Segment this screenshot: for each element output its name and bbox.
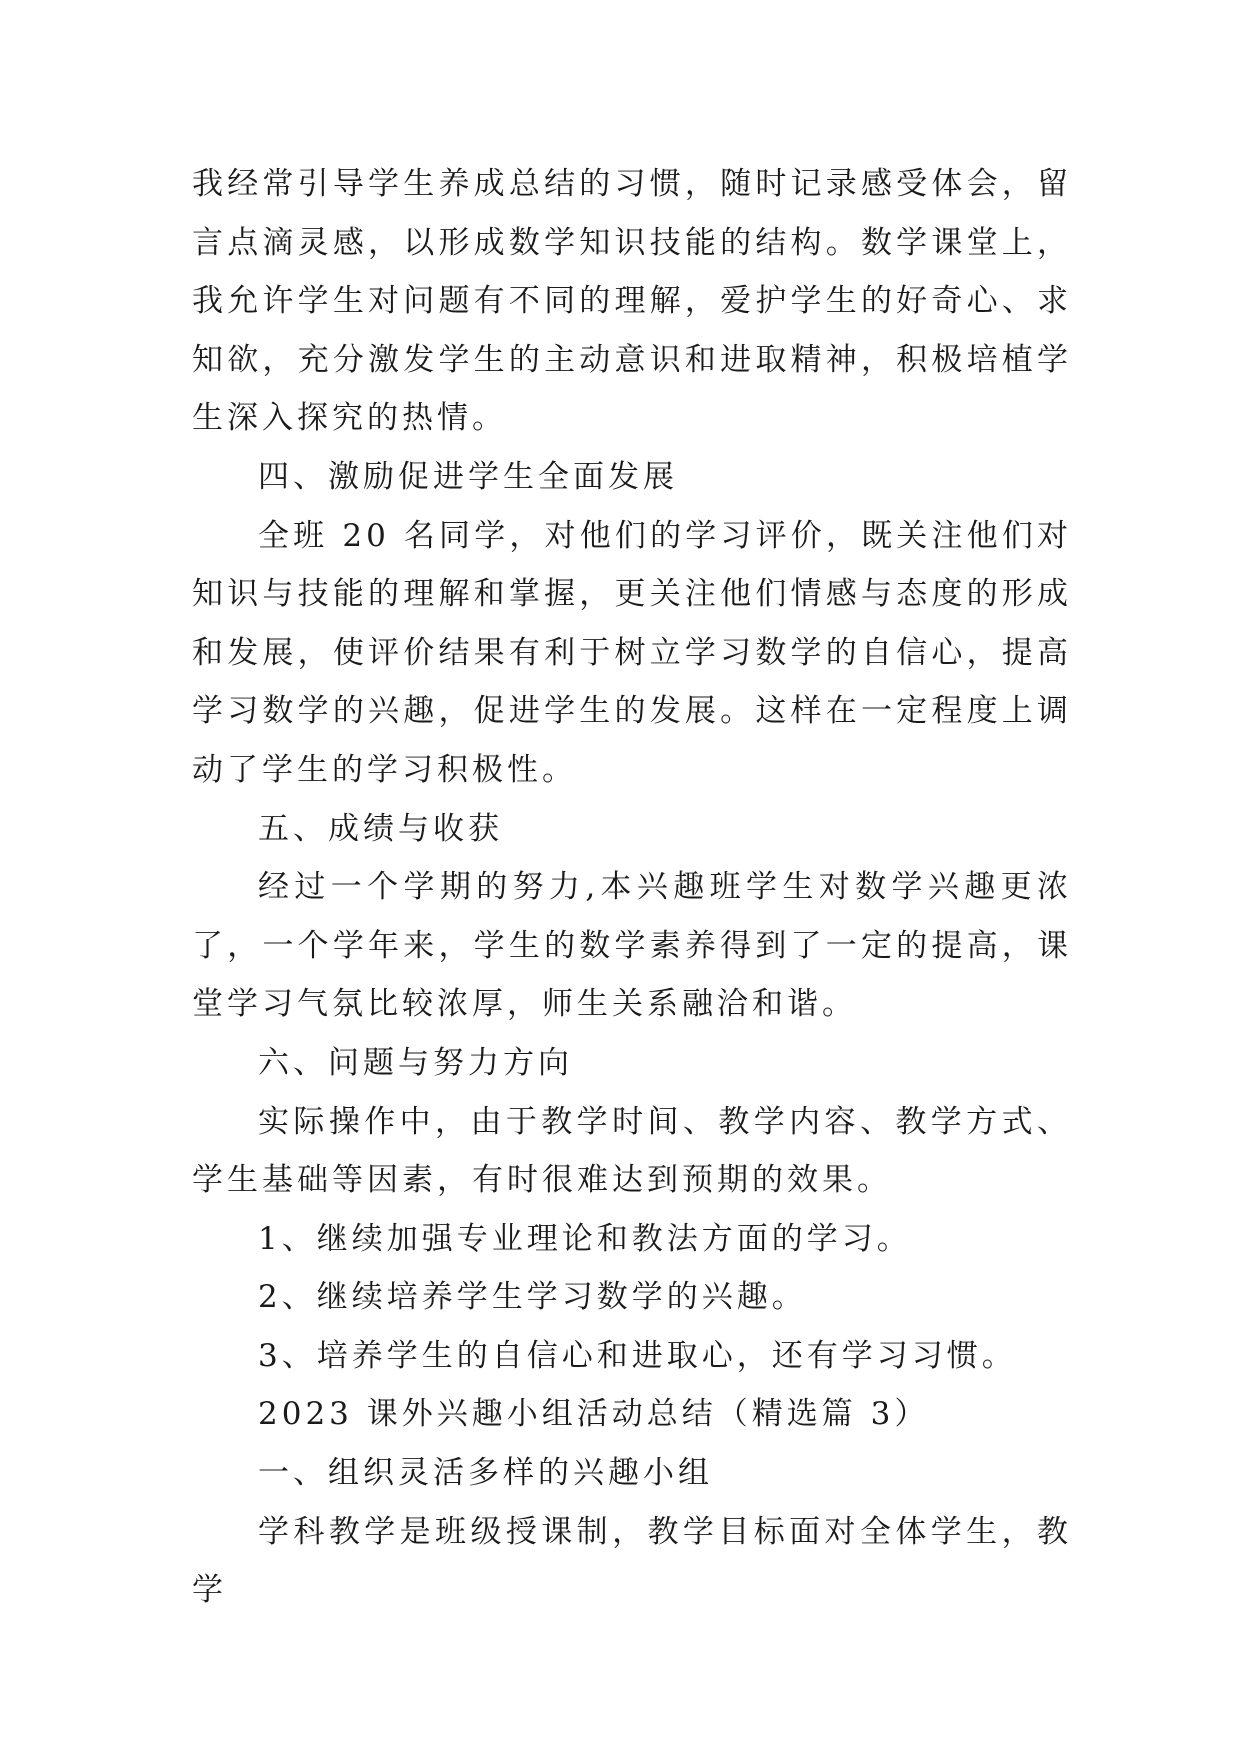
paragraph: 全班 20 名同学，对他们的学习评价，既关注他们对知识与技能的理解和掌握，更关注他们情感与态度的形成和发展，使评价结果有利于树立学习数学的自信心，提高学习数学的兴趣，促进学生的发展。这样在一定程度上调动了学生的学习积极性。 (192, 517, 1072, 788)
article-title: 2023 课外兴趣小组活动总结（精选篇 3） (258, 1396, 930, 1433)
section-heading-6: 六、问题与努力方向 (258, 1044, 573, 1081)
document-body (192, 155, 1072, 1620)
list-item: 2、继续培养学生学习数学的兴趣。 (258, 1279, 807, 1316)
paragraph: 实际操作中，由于教学时间、教学内容、教学方式、学生基础等因素，有时很难达到预期的效果。 (192, 1103, 1072, 1199)
section-heading-5: 五、成绩与收获 (258, 810, 503, 847)
paragraph: 学科教学是班级授课制，教学目标面对全体学生，教学 (192, 1513, 1072, 1609)
paragraph: 经过一个学期的努力,本兴趣班学生对数学兴趣更浓了，一个学年来，学生的数学素养得到了一定的提高，课堂学习气氛比较浓厚，师生关系融洽和谐。 (192, 869, 1072, 1023)
list-item: 3、培养学生的自信心和进取心，还有学习习惯。 (258, 1337, 1017, 1374)
section-heading-4: 四、激励促进学生全面发展 (258, 458, 678, 495)
section-heading-1: 一、组织灵活多样的兴趣小组 (258, 1455, 713, 1492)
list-item: 1、继续加强专业理论和教法方面的学习。 (258, 1220, 912, 1257)
paragraph-continuation: 我经常引导学生养成总结的习惯，随时记录感受体会，留言点滴灵感，以形成数学知识技能的结构。数学课堂上，我允许学生对问题有不同的理解，爱护学生的好奇心、求知欲，充分激发学生的主动意识和进取精神，积极培植学生深入探究的热情。 (192, 166, 1072, 437)
